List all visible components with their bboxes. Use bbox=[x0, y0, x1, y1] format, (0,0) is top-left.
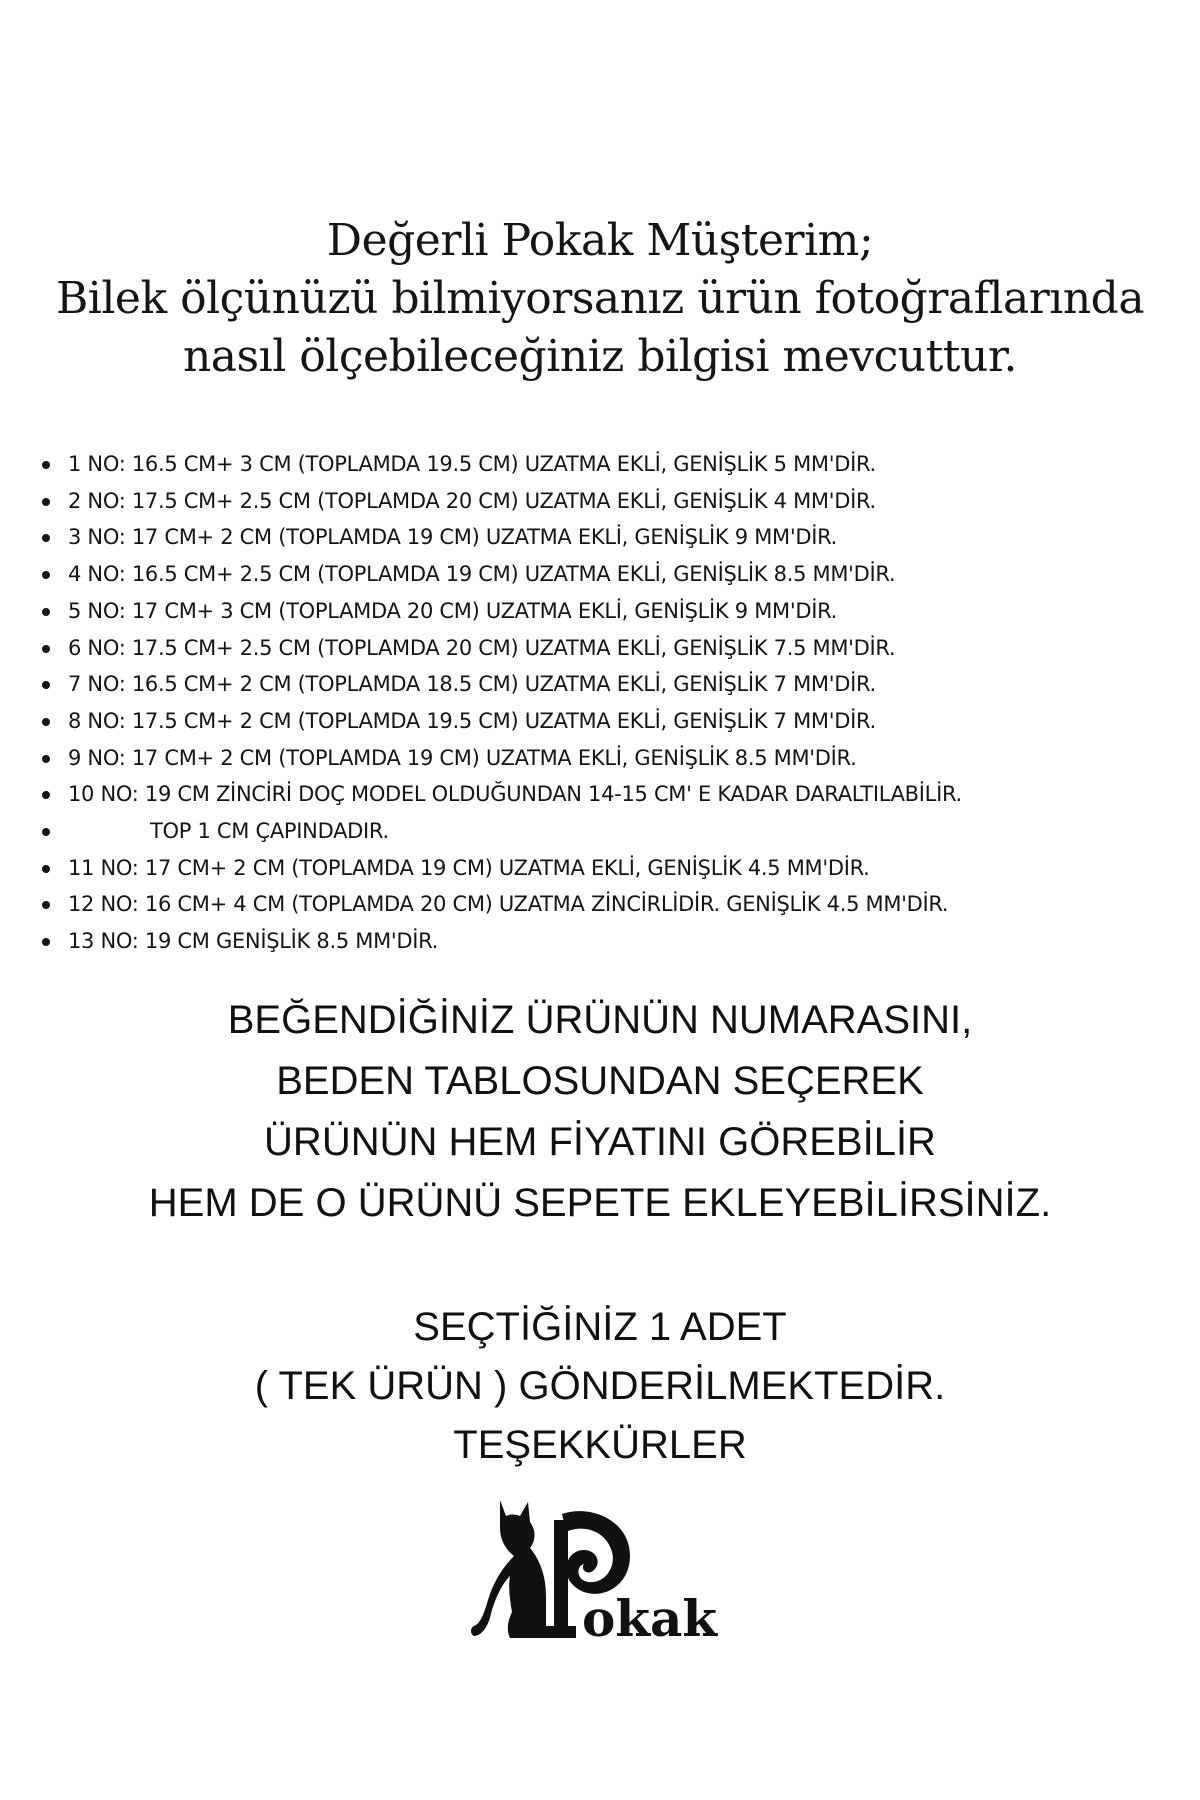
logo-text: okak bbox=[582, 1589, 718, 1640]
bullet-icon bbox=[42, 938, 50, 946]
bullet-icon bbox=[42, 755, 50, 763]
order-notice bbox=[0, 990, 1200, 1234]
list-item: 4 NO: 16.5 CM+ 2.5 CM (TOPLAMDA 19 CM) UZATMA EKLİ, GENİŞLİK 8.5 MM'DİR. bbox=[38, 556, 1178, 593]
intro-message bbox=[0, 212, 1200, 386]
thanks-message bbox=[0, 1298, 1200, 1475]
list-item: 11 NO: 17 CM+ 2 CM (TOPLAMDA 19 CM) UZATMA EKLİ, GENİŞLİK 4.5 MM'DİR. bbox=[38, 850, 1178, 887]
bullet-icon bbox=[42, 828, 50, 836]
list-item: 8 NO: 17.5 CM+ 2 CM (TOPLAMDA 19.5 CM) UZATMA EKLİ, GENİŞLİK 7 MM'DİR. bbox=[38, 703, 1178, 740]
list-item: 5 NO: 17 CM+ 3 CM (TOPLAMDA 20 CM) UZATMA EKLİ, GENİŞLİK 9 MM'DİR. bbox=[38, 593, 1178, 630]
list-item: 2 NO: 17.5 CM+ 2.5 CM (TOPLAMDA 20 CM) UZATMA EKLİ, GENİŞLİK 4 MM'DİR. bbox=[38, 483, 1178, 520]
bullet-icon bbox=[42, 498, 50, 506]
thanks-line-3: TEŞEKKÜRLER bbox=[453, 1423, 747, 1467]
list-item: 3 NO: 17 CM+ 2 CM (TOPLAMDA 19 CM) UZATMA EKLİ, GENİŞLİK 9 MM'DİR. bbox=[38, 519, 1178, 556]
bullet-icon bbox=[42, 681, 50, 689]
bullet-icon bbox=[42, 534, 50, 542]
list-item: 1 NO: 16.5 CM+ 3 CM (TOPLAMDA 19.5 CM) UZATMA EKLİ, GENİŞLİK 5 MM'DİR. bbox=[38, 446, 1178, 483]
bullet-icon bbox=[42, 865, 50, 873]
size-list bbox=[38, 446, 1178, 960]
list-item: 6 NO: 17.5 CM+ 2.5 CM (TOPLAMDA 20 CM) UZATMA EKLİ, GENİŞLİK 7.5 MM'DİR. bbox=[38, 630, 1178, 667]
list-item: 7 NO: 16.5 CM+ 2 CM (TOPLAMDA 18.5 CM) UZATMA EKLİ, GENİŞLİK 7 MM'DİR. bbox=[38, 666, 1178, 703]
list-item: 13 NO: 19 CM GENİŞLİK 8.5 MM'DİR. bbox=[38, 923, 1178, 960]
cat-silhouette-icon bbox=[470, 1500, 730, 1640]
notice-line-3: ÜRÜNÜN HEM FİYATINI GÖREBİLİR bbox=[264, 1120, 936, 1164]
intro-line-3: nasıl ölçebileceğiniz bilgisi mevcuttur. bbox=[182, 331, 1018, 382]
bullet-icon bbox=[42, 645, 50, 653]
list-item: TOP 1 CM ÇAPINDADIR. bbox=[38, 813, 1178, 850]
list-item: 12 NO: 16 CM+ 4 CM (TOPLAMDA 20 CM) UZATMA ZİNCİRLİDİR. GENİŞLİK 4.5 MM'DİR. bbox=[38, 886, 1178, 923]
bullet-icon bbox=[42, 791, 50, 799]
intro-line-2: Bilek ölçünüzü bilmiyorsanız ürün fotoğraflarında bbox=[55, 273, 1145, 324]
thanks-line-2: ( TEK ÜRÜN ) GÖNDERİLMEKTEDİR. bbox=[254, 1364, 946, 1408]
notice-line-4: HEM DE O ÜRÜNÜ SEPETE EKLEYEBİLİRSİNİZ. bbox=[148, 1181, 1052, 1225]
notice-line-1: BEĞENDİĞİNİZ ÜRÜNÜN NUMARASINI, bbox=[227, 998, 973, 1042]
notice-line-2: BEDEN TABLOSUNDAN SEÇEREK bbox=[276, 1059, 924, 1103]
thanks-line-1: SEÇTİĞİNİZ 1 ADET bbox=[413, 1305, 787, 1349]
bullet-icon bbox=[42, 901, 50, 909]
list-item: 9 NO: 17 CM+ 2 CM (TOPLAMDA 19 CM) UZATMA EKLİ, GENİŞLİK 8.5 MM'DİR. bbox=[38, 740, 1178, 777]
intro-greeting: Değerli Pokak Müşterim; bbox=[326, 215, 874, 266]
bullet-icon bbox=[42, 608, 50, 616]
bullet-icon bbox=[42, 718, 50, 726]
bullet-icon bbox=[42, 461, 50, 469]
pokak-logo bbox=[470, 1500, 730, 1640]
bullet-icon bbox=[42, 571, 50, 579]
list-item: 10 NO: 19 CM ZİNCİRİ DOÇ MODEL OLDUĞUNDAN 14-15 CM' E KADAR DARALTILABİLİR. bbox=[38, 776, 1178, 813]
